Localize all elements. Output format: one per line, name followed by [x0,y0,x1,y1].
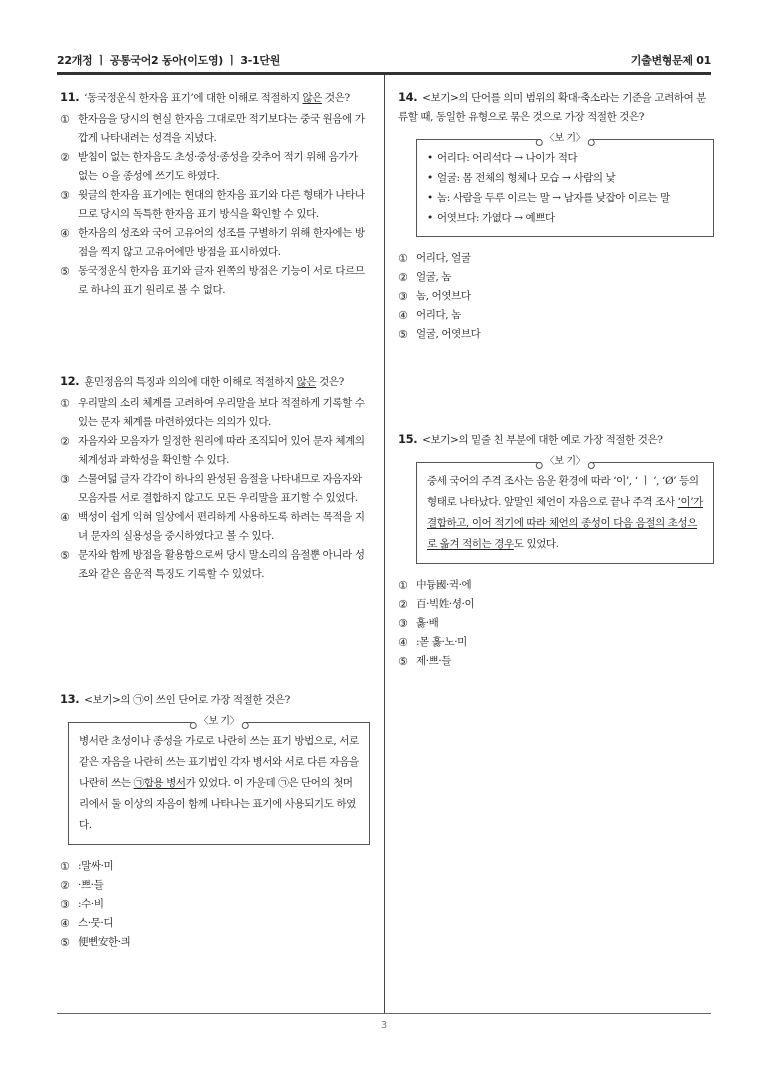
option-text: 자음자와 모음자가 일정한 원리에 따라 조직되어 있어 문자 체계의 체계성과 과학성을 확인할 수 있다. [78,435,365,466]
answer-option-1[interactable] [60,857,370,876]
option-text: 얼굴, 어엿브다 [416,328,481,340]
options-list [398,249,714,344]
answer-option-4[interactable] [60,224,370,262]
answer-option-1[interactable] [398,576,714,595]
answer-option-5[interactable] [60,262,370,300]
example-box [68,716,370,845]
question-number: 11. [60,90,80,104]
option-number: ② [60,879,70,892]
bullet-item [427,148,705,168]
answer-option-2[interactable] [60,432,370,470]
bullet-text: 어엿브다: 가엾다 → 예쁘다 [437,212,555,224]
box-label: 〈보 기〉 [195,714,244,730]
answer-option-5[interactable] [60,933,370,952]
bullet-item [427,188,705,208]
option-text: 얼굴, 놈 [416,271,452,283]
option-number: ② [398,598,408,611]
bullet-dot-icon: • [427,172,433,184]
question-13 [60,690,370,952]
option-text: ·쁘·들 [78,879,104,891]
option-number: ① [60,397,70,410]
answer-option-2[interactable] [398,595,714,614]
option-number: ③ [60,189,70,202]
option-number: ④ [398,636,408,649]
option-text: 百·빅姓·셩·이 [416,598,475,610]
options-list [60,394,370,584]
box-label: 〈보 기〉 [541,131,590,147]
option-text: 동국정운식 한자음 표기와 글자 왼쪽의 방점은 기능이 서로 다르므로 하나의 표기 원리로 볼 수 없다. [78,265,365,296]
option-number: ③ [60,898,70,911]
box-text: 병서란 초성이나 종성을 가로로 나란히 쓰는 표기 방법으로, 서로 같은 자음을 나란히 쓰는 표기법인 각자 병서와 서로 다른 자음을 나란히 쓰는 ㉠합용 병서가 있었다. 이 가운데 ㉠은 단어의 첫머리에서 둘 이상의 자음이 함께 나타나는 표기에 사용되기도 하였다. [79,735,359,831]
option-number: ⑤ [398,655,408,668]
underlined-phrase: ㉠합용 병서 [133,777,186,789]
option-number: ⑤ [60,936,70,949]
page-number: 3 [380,1020,388,1031]
option-text: 스물여덟 글자 각각이 하나의 완성된 음절을 나타내므로 자음자와 모음자를 서로 결합하지 않고도 모든 우리말을 표기할 수 있었다. [78,473,362,504]
question-title: 13. <보기>의 ㉠이 쓰인 단어로 가장 적절한 것은? [60,692,290,706]
option-number: ① [60,860,70,873]
option-text: 문자와 함께 방점을 활용함으로써 당시 말소리의 음절뿐 아니라 성조와 같은 음운적 특징도 기록할 수 있었다. [78,549,365,580]
box-text: 중세 국어의 주격 조사는 음운 환경에 따라 ‘이’, ‘ ㅣ ’, ‘Ø’ 등의 형태로 나타났다. 앞말인 체언이 자음으로 끝나 주격 조사 ‘이’가 결합하고, 이어 적기에 따라 체언의 종성이 다음 음절의 초성으로 옮겨 적히는 경우도 있었다. [427,475,703,550]
answer-option-3[interactable] [398,287,714,306]
option-number: ⑤ [60,549,70,562]
option-number: ② [60,435,70,448]
bullet-item [427,208,705,228]
option-text: :몯 홇·노·미 [416,636,467,648]
option-number: ① [398,252,408,265]
answer-option-4[interactable] [60,914,370,933]
question-14 [398,88,714,344]
answer-option-3[interactable] [60,470,370,508]
answer-option-4[interactable] [398,633,714,652]
question-number: 14. [398,90,418,104]
option-text: 백성이 쉽게 익혀 일상에서 편리하게 사용하도록 하려는 목적을 지녀 문자의 실용성을 중시하였다고 볼 수 있다. [78,511,365,542]
option-text: 中듕國·귁·에 [416,579,472,591]
example-box [416,456,714,564]
bullet-text: 어리다: 어리석다 → 나이가 적다 [437,152,578,164]
bullet-text: 놈: 사람을 두루 이르는 말 → 남자를 낮잡아 이르는 말 [437,192,670,204]
option-number: ① [398,579,408,592]
question-title: 15. <보기>의 밑줄 친 부분에 대한 예로 가장 적절한 것은? [398,432,663,446]
option-text: 한자음의 성조와 국어 고유어의 성조를 구별하기 위해 한자에는 방점을 찍지 않고 고유어에만 방점을 표시하였다. [78,227,365,258]
answer-option-4[interactable] [398,306,714,325]
underlined-word: 않은 [302,92,323,104]
answer-option-2[interactable] [60,148,370,186]
option-text: 便뼌安한·킈 [78,936,131,948]
option-number: ③ [398,290,408,303]
question-number: 13. [60,692,80,706]
answer-option-1[interactable] [398,249,714,268]
answer-option-3[interactable] [60,186,370,224]
bullet-dot-icon: • [427,212,433,224]
option-number: ⑤ [60,265,70,278]
option-text: 스·뭇·디 [78,917,114,929]
column-divider [384,75,385,1013]
question-number: 15. [398,432,418,446]
options-list [60,110,370,300]
box-label: 〈보 기〉 [541,454,590,470]
bullet-item [427,168,705,188]
answer-option-1[interactable] [60,110,370,148]
option-text: 어리다, 놈 [416,309,461,321]
answer-option-2[interactable] [60,876,370,895]
answer-option-5[interactable] [60,546,370,584]
option-text: 놈, 어엿브다 [416,290,471,302]
option-number: ④ [60,917,70,930]
question-title: 14. <보기>의 단어를 의미 범위의 확대·축소라는 기준을 고려하여 분류할 때, 동일한 유형으로 묶은 것으로 가장 적절한 것은? [398,90,707,123]
answer-option-1[interactable] [60,394,370,432]
option-number: ④ [398,309,408,322]
answer-option-3[interactable] [60,895,370,914]
answer-option-3[interactable] [398,614,714,633]
option-text: 홇·배 [416,617,439,629]
question-12 [60,372,370,584]
options-list [60,857,370,952]
option-text: 우리말의 소리 체계를 고려하여 우리말을 보다 적절하게 기록할 수 있는 문자 체계를 마련하였다는 의의가 있다. [78,397,365,428]
option-number: ③ [60,473,70,486]
option-text: 한자음을 당시의 현실 한자음 그대로만 적기보다는 중국 원음에 가깝게 나타내려는 성격을 지녔다. [78,113,365,144]
underlined-word: 않은 [296,376,317,388]
option-number: ② [398,271,408,284]
option-number: ⑤ [398,328,408,341]
option-text: 받침이 없는 한자음도 초성·중성·종성을 갖추어 적기 위해 음가가 없는 ㅇ을 종성에 쓰기도 하였다. [78,151,358,182]
option-number: ④ [60,227,70,240]
option-text: 어리다, 얼굴 [416,252,471,264]
options-list [398,576,714,671]
example-box [416,133,714,237]
option-number: ④ [60,511,70,524]
footer-rule [57,1013,711,1014]
answer-option-2[interactable] [398,268,714,287]
option-text: :말싸·미 [78,860,114,872]
bullet-text: 얼굴: 몸 전체의 형체나 모습 → 사람의 낯 [437,172,616,184]
option-text: 제·쁘·들 [416,655,452,667]
bullet-dot-icon: • [427,192,433,204]
question-title: 11. ‘동국정운식 한자음 표기’에 대한 이해로 적절하지 않은 것은? [60,90,350,104]
answer-option-5[interactable] [398,325,714,344]
bullet-dot-icon: • [427,152,433,164]
question-number: 12. [60,374,80,388]
question-11 [60,88,370,300]
header-left: 22개정 ㅣ 공통국어2 동아(이도영) ㅣ 3-1단원 [57,54,281,67]
option-number: ③ [398,617,408,630]
answer-option-5[interactable] [398,652,714,671]
option-text: 윗글의 한자음 표기에는 현대의 한자음 표기와 다른 형태가 나타나므로 당시의 독특한 한자음 표기 방식을 확인할 수 있다. [78,189,365,220]
header-right: 기출변형문제 01 [630,54,711,67]
underlined-phrase: ‘이’가 결합하고, 이어 적기에 따라 체언의 종성이 다음 음절의 초성으로 옮겨 적히는 경우 [427,496,703,550]
answer-option-4[interactable] [60,508,370,546]
option-number: ① [60,113,70,126]
option-number: ② [60,151,70,164]
option-text: :수·비 [78,898,104,910]
question-15 [398,430,714,671]
question-title: 12. 훈민정음의 특징과 의의에 대한 이해로 적절하지 않은 것은? [60,374,344,388]
bullet-list [427,148,705,228]
